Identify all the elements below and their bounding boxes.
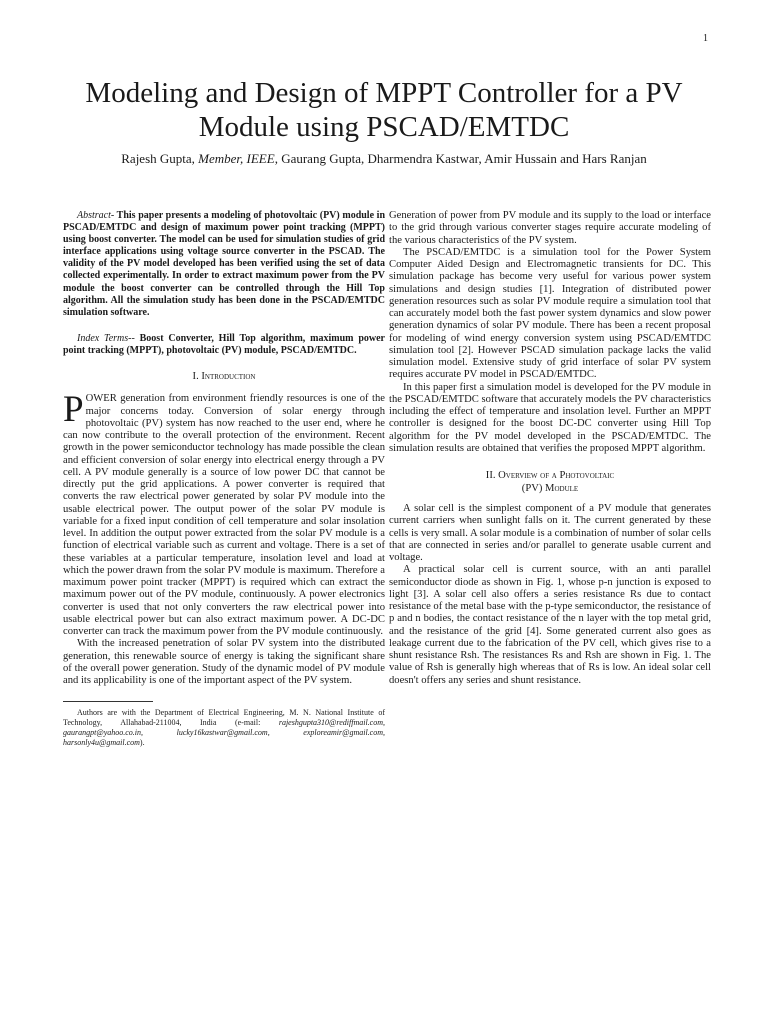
- page-number: 1: [703, 33, 708, 44]
- intro-paragraph-1: [63, 389, 385, 638]
- abstract: [63, 210, 385, 319]
- intro-paragraph-4: The PSCAD/EMTDC is a simulation tool for the Power System Computer Aided Design and Electromagnetic transients for DC. This simulation package has become very useful for various power system simulations and design studies [1]. Integration of distributed power generation resources such as solar PV module require a simulation tool that can accurately model both the fast power system dynamics and slow power generation dynamics of solar PV module. There has been a recent proposal for modeling of wind energy conversion system using PSCAD/EMTDC simulation tool [2]. However PSCAD simulation package lacks the valid simulation model. Extensive study of grid interface of solar PV system requires accurate PV model in PSCAD/EMTDC.: [389, 246, 711, 381]
- right-column: [389, 210, 711, 687]
- left-column: [63, 210, 385, 748]
- index-terms-text: Boost Converter, Hill Top algorithm, maximum power point tracking (MPPT), photovoltaic (PV) module, PSCAD/EMTDC.: [63, 332, 385, 356]
- author-first: Rajesh Gupta,: [121, 151, 199, 166]
- author-footnote: [63, 708, 385, 748]
- intro-paragraph-3: Generation of power from PV module and its supply to the load or interface to the grid through various converter stages require accurate modeling of the various characteristics of the PV system.: [389, 210, 711, 246]
- author-rest: , Gaurang Gupta, Dharmendra Kastwar, Amir Hussain and Hars Ranjan: [274, 151, 647, 166]
- intro-lead-word: OWER: [85, 393, 117, 405]
- section-heading-overview: [389, 469, 711, 495]
- overview-paragraph-1: A solar cell is the simplest component of a PV module that generates current carriers when sunlight falls on it. The current generated by these cells is very small. A solar module is a combination of number of solar cells that are connected in series and/or parallel to generate usable current and voltage.: [389, 503, 711, 563]
- paper-title: Modeling and Design of MPPT Controller for a PV Module using PSCAD/EMTDC: [85, 77, 683, 143]
- footnote-close: ).: [139, 738, 145, 748]
- author-list: [60, 151, 708, 167]
- intro-paragraph-2: With the increased penetration of solar PV system into the distributed generation, this renewable source of energy is taking the significant share of the overall power generation. Study of the dynamic model of PV module and its applicability is one of the important aspect of the PV system.: [63, 638, 385, 687]
- footnote-emails: rajeshgupta310@rediffmail.com, gaurangpt@yahoo.co.in, lucky16kastwar@gmail.com, exploreamir@gmail.com, harsonly4u@gmail.com: [63, 718, 385, 748]
- drop-cap: P: [63, 389, 84, 431]
- footnote-text: Authors are with the Department of Electrical Engineering, M. N. National Institute of Technology, Allahabad-211004, India (e-mail:: [63, 708, 385, 728]
- intro-paragraph-5: In this paper first a simulation model is developed for the PV module in the PSCAD/EMTDC software that accurately models the PV characteristics including the effect of temperature and insolation level. Further an MPPT controller is designed for the boost DC-DC converter using Hill Top algorithm for the PV model developed in the PSCAD/EMTDC. The simulation results are obtained that verifies the proposed MPPT algorithm.: [389, 381, 711, 454]
- intro-paragraph-1-text: generation from environment friendly resources is one of the major concerns today. Conversion of solar energy through photovoltaic (PV) system has now reached to the user end, where he can now contribute to the overall protection of the environment. Recent growth in the power semiconductor technology has made possible the clean and efficient conversion of solar energy into electrical energy through a PV cell. A PV module generally is a source of low power DC that cannot be directly put the grid applications. A power converter is required that converts the raw electrical power generated by solar PV module into the usable electrical power. The output power of the solar PV module is variable for a fixed input condition of cell temperature and solar insolation level. In addition the output power extracted from the solar PV module is a function of electrical variable such as current and voltage. There is a set of these variables at a particular temperature, insolation level and load at which the power drawn from the solar PV module is maximum. Therefore a maximum power point tracker (MPPT) is required which can extract the maximum power out of the PV module, continuously. A power electronics converter is used that not only converters the raw electrical power into usable electrical power but can also extract maximum power. A DC-DC converter can track the maximum power from the PV module continuously.: [63, 393, 385, 638]
- section-heading-introduction: I. Introduction: [192, 371, 256, 383]
- overview-paragraph-2: A practical solar cell is current source, with an anti parallel semiconductor diode as shown in Fig. 1, whose p-n junction is exposed to light [3]. A solar cell also offers a series resistance Rs due to contact resistance of the metal base with the p-type semiconductor, the resistance of p and n bodies, the contact resistance of the n layer with the top metal grid, and the resistance of the grid [4]. Some generated current also goes as leakage current due to the fabrication of the PV cell, which gives rise to a shunt resistance Rsh. The resistances Rs and Rsh are shown in Fig. 1. The value of Rsh is generally high whereas that of Rs is low. An ideal solar cell doesn't offers any series and shunt resistance.: [389, 564, 711, 686]
- section2-heading-line1: II. Overview of a Photovoltaic: [485, 470, 615, 481]
- abstract-text: This paper presents a modeling of photovoltaic (PV) module in PSCAD/EMTDC and design of maximum power point tracking (MPPT) using boost converter. The model can be used for simulation studies of grid interface applications using voltage source converter in the PSCAD. The validity of the PV model developed has been verified using the set of data collected experimentally. In order to extract maximum power from the PV module the boost converter can be controlled through the Hill Top algorithm. All the simulation study has been done in the PSCAD/EMTDC simulation software.: [63, 210, 385, 318]
- section2-heading-line2: (PV) Module: [521, 483, 579, 494]
- index-terms: [63, 333, 385, 357]
- footnote-separator: [63, 701, 153, 702]
- index-terms-lead: Index Terms--: [77, 332, 135, 344]
- author-membership: Member, IEEE: [198, 151, 275, 166]
- abstract-lead: Abstract-: [77, 210, 115, 221]
